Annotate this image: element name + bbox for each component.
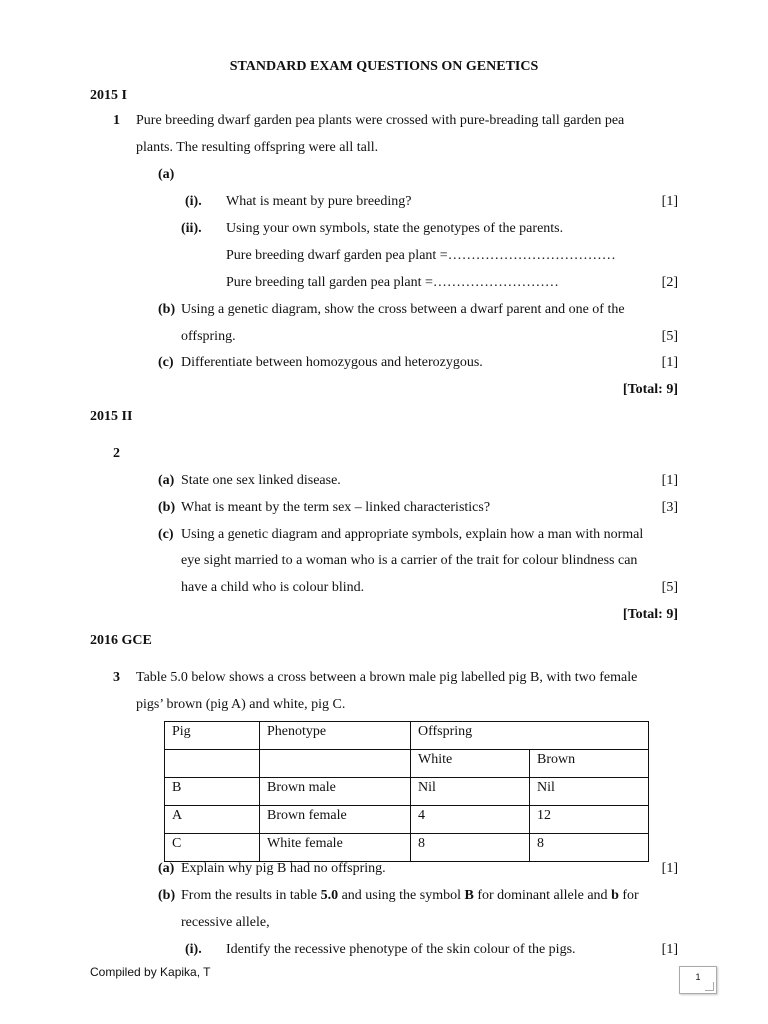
text-run-bold: b xyxy=(611,888,619,903)
part-text: recessive allele, xyxy=(181,915,270,930)
answer-line: Pure breeding tall garden pea plant =……………………… xyxy=(226,275,559,290)
part-text: Explain why pig B had no offspring. xyxy=(181,861,386,876)
table-row xyxy=(165,806,649,834)
table-cell: Nil xyxy=(530,778,649,806)
subpart-text: Identify the recessive phenotype of the skin colour of the pigs. xyxy=(226,942,576,957)
table-cell: 8 xyxy=(411,834,530,862)
part-label: (c) xyxy=(158,355,174,370)
table-cell: White female xyxy=(260,834,411,862)
table-cell: Brown female xyxy=(260,806,411,834)
table-cell: 4 xyxy=(411,806,530,834)
part-label: (a) xyxy=(158,473,175,488)
table-cell: 12 xyxy=(530,806,649,834)
page-curl-icon xyxy=(705,982,714,991)
section-heading-2015-i: 2015 I xyxy=(90,88,127,103)
marks: [1] xyxy=(661,355,678,370)
text-run: and using the symbol xyxy=(338,888,465,903)
part-text: State one sex linked disease. xyxy=(181,473,341,488)
table-cell: C xyxy=(165,834,260,862)
subpart-label: (i). xyxy=(185,194,202,209)
part-text: Differentiate between homozygous and heterozygous. xyxy=(181,355,483,370)
table-header-cell: Phenotype xyxy=(260,722,411,750)
part-label: (b) xyxy=(158,888,176,903)
marks: [2] xyxy=(661,275,678,290)
page-number: 1 xyxy=(695,972,701,982)
section-heading-2016-gce: 2016 GCE xyxy=(90,633,152,648)
marks: [1] xyxy=(661,473,678,488)
subpart-label: (i). xyxy=(185,942,202,957)
question-text: Table 5.0 below shows a cross between a brown male pig labelled pig B, with two female xyxy=(136,670,638,685)
part-text: What is meant by the term sex – linked characteristics? xyxy=(181,500,491,515)
table-cell xyxy=(165,750,260,778)
total-marks: [Total: 9] xyxy=(622,607,678,622)
page-title: STANDARD EXAM QUESTIONS ON GENETICS xyxy=(229,59,539,74)
table-cell: A xyxy=(165,806,260,834)
text-run-bold: B xyxy=(464,888,474,903)
part-text xyxy=(181,887,639,905)
table-subheader-cell: Brown xyxy=(530,750,649,778)
subpart-label: (ii). xyxy=(181,221,202,236)
part-text: Using a genetic diagram and appropriate symbols, explain how a man with normal xyxy=(181,527,644,542)
table-cell: B xyxy=(165,778,260,806)
table-header-cell: Offspring xyxy=(411,722,649,750)
part-label: (c) xyxy=(158,527,174,542)
footer-compiled-by: Compiled by Kapika, T xyxy=(90,965,211,979)
table-subheader-row xyxy=(165,750,649,778)
part-text: offspring. xyxy=(181,329,236,344)
answer-line: Pure breeding dwarf garden pea plant =……………………………… xyxy=(226,248,616,263)
marks: [1] xyxy=(661,861,678,876)
marks: [3] xyxy=(661,500,678,515)
text-run: From the results in table xyxy=(181,888,321,903)
marks: [1] xyxy=(661,194,678,209)
marks: [5] xyxy=(661,329,678,344)
question-number: 3 xyxy=(113,670,120,685)
marks: [5] xyxy=(661,580,678,595)
table-subheader-cell: White xyxy=(411,750,530,778)
question-text: pigs’ brown (pig A) and white, pig C. xyxy=(136,697,346,712)
subpart-text: Using your own symbols, state the genotypes of the parents. xyxy=(226,221,564,236)
section-heading-2015-ii: 2015 II xyxy=(90,409,133,424)
text-run: for xyxy=(618,888,639,903)
pig-cross-table xyxy=(164,721,649,862)
text-run: for dominant allele and xyxy=(473,888,612,903)
question-number: 2 xyxy=(113,446,120,461)
total-marks: [Total: 9] xyxy=(622,382,678,397)
question-number: 1 xyxy=(113,113,120,128)
table-header-row xyxy=(165,722,649,750)
question-text: Pure breeding dwarf garden pea plants were crossed with pure-breading tall garden pea xyxy=(136,113,625,128)
table-row xyxy=(165,834,649,862)
table-cell xyxy=(260,750,411,778)
part-label: (b) xyxy=(158,302,176,317)
marks: [1] xyxy=(661,942,678,957)
table-cell: Nil xyxy=(411,778,530,806)
part-text: Using a genetic diagram, show the cross between a dwarf parent and one of the xyxy=(181,302,625,317)
part-label: (a) xyxy=(158,167,175,182)
subpart-text: What is meant by pure breeding? xyxy=(226,194,412,209)
table-cell: Brown male xyxy=(260,778,411,806)
text-run-bold: 5.0 xyxy=(320,888,339,903)
part-label: (a) xyxy=(158,861,175,876)
part-text: have a child who is colour blind. xyxy=(181,580,365,595)
table-row xyxy=(165,778,649,806)
question-text: plants. The resulting offspring were all tall. xyxy=(136,140,379,155)
part-label: (b) xyxy=(158,500,176,515)
table-cell: 8 xyxy=(530,834,649,862)
page-number-box xyxy=(679,966,717,994)
part-text: eye sight married to a woman who is a carrier of the trait for colour blindness can xyxy=(181,553,638,568)
table-header-cell: Pig xyxy=(165,722,260,750)
